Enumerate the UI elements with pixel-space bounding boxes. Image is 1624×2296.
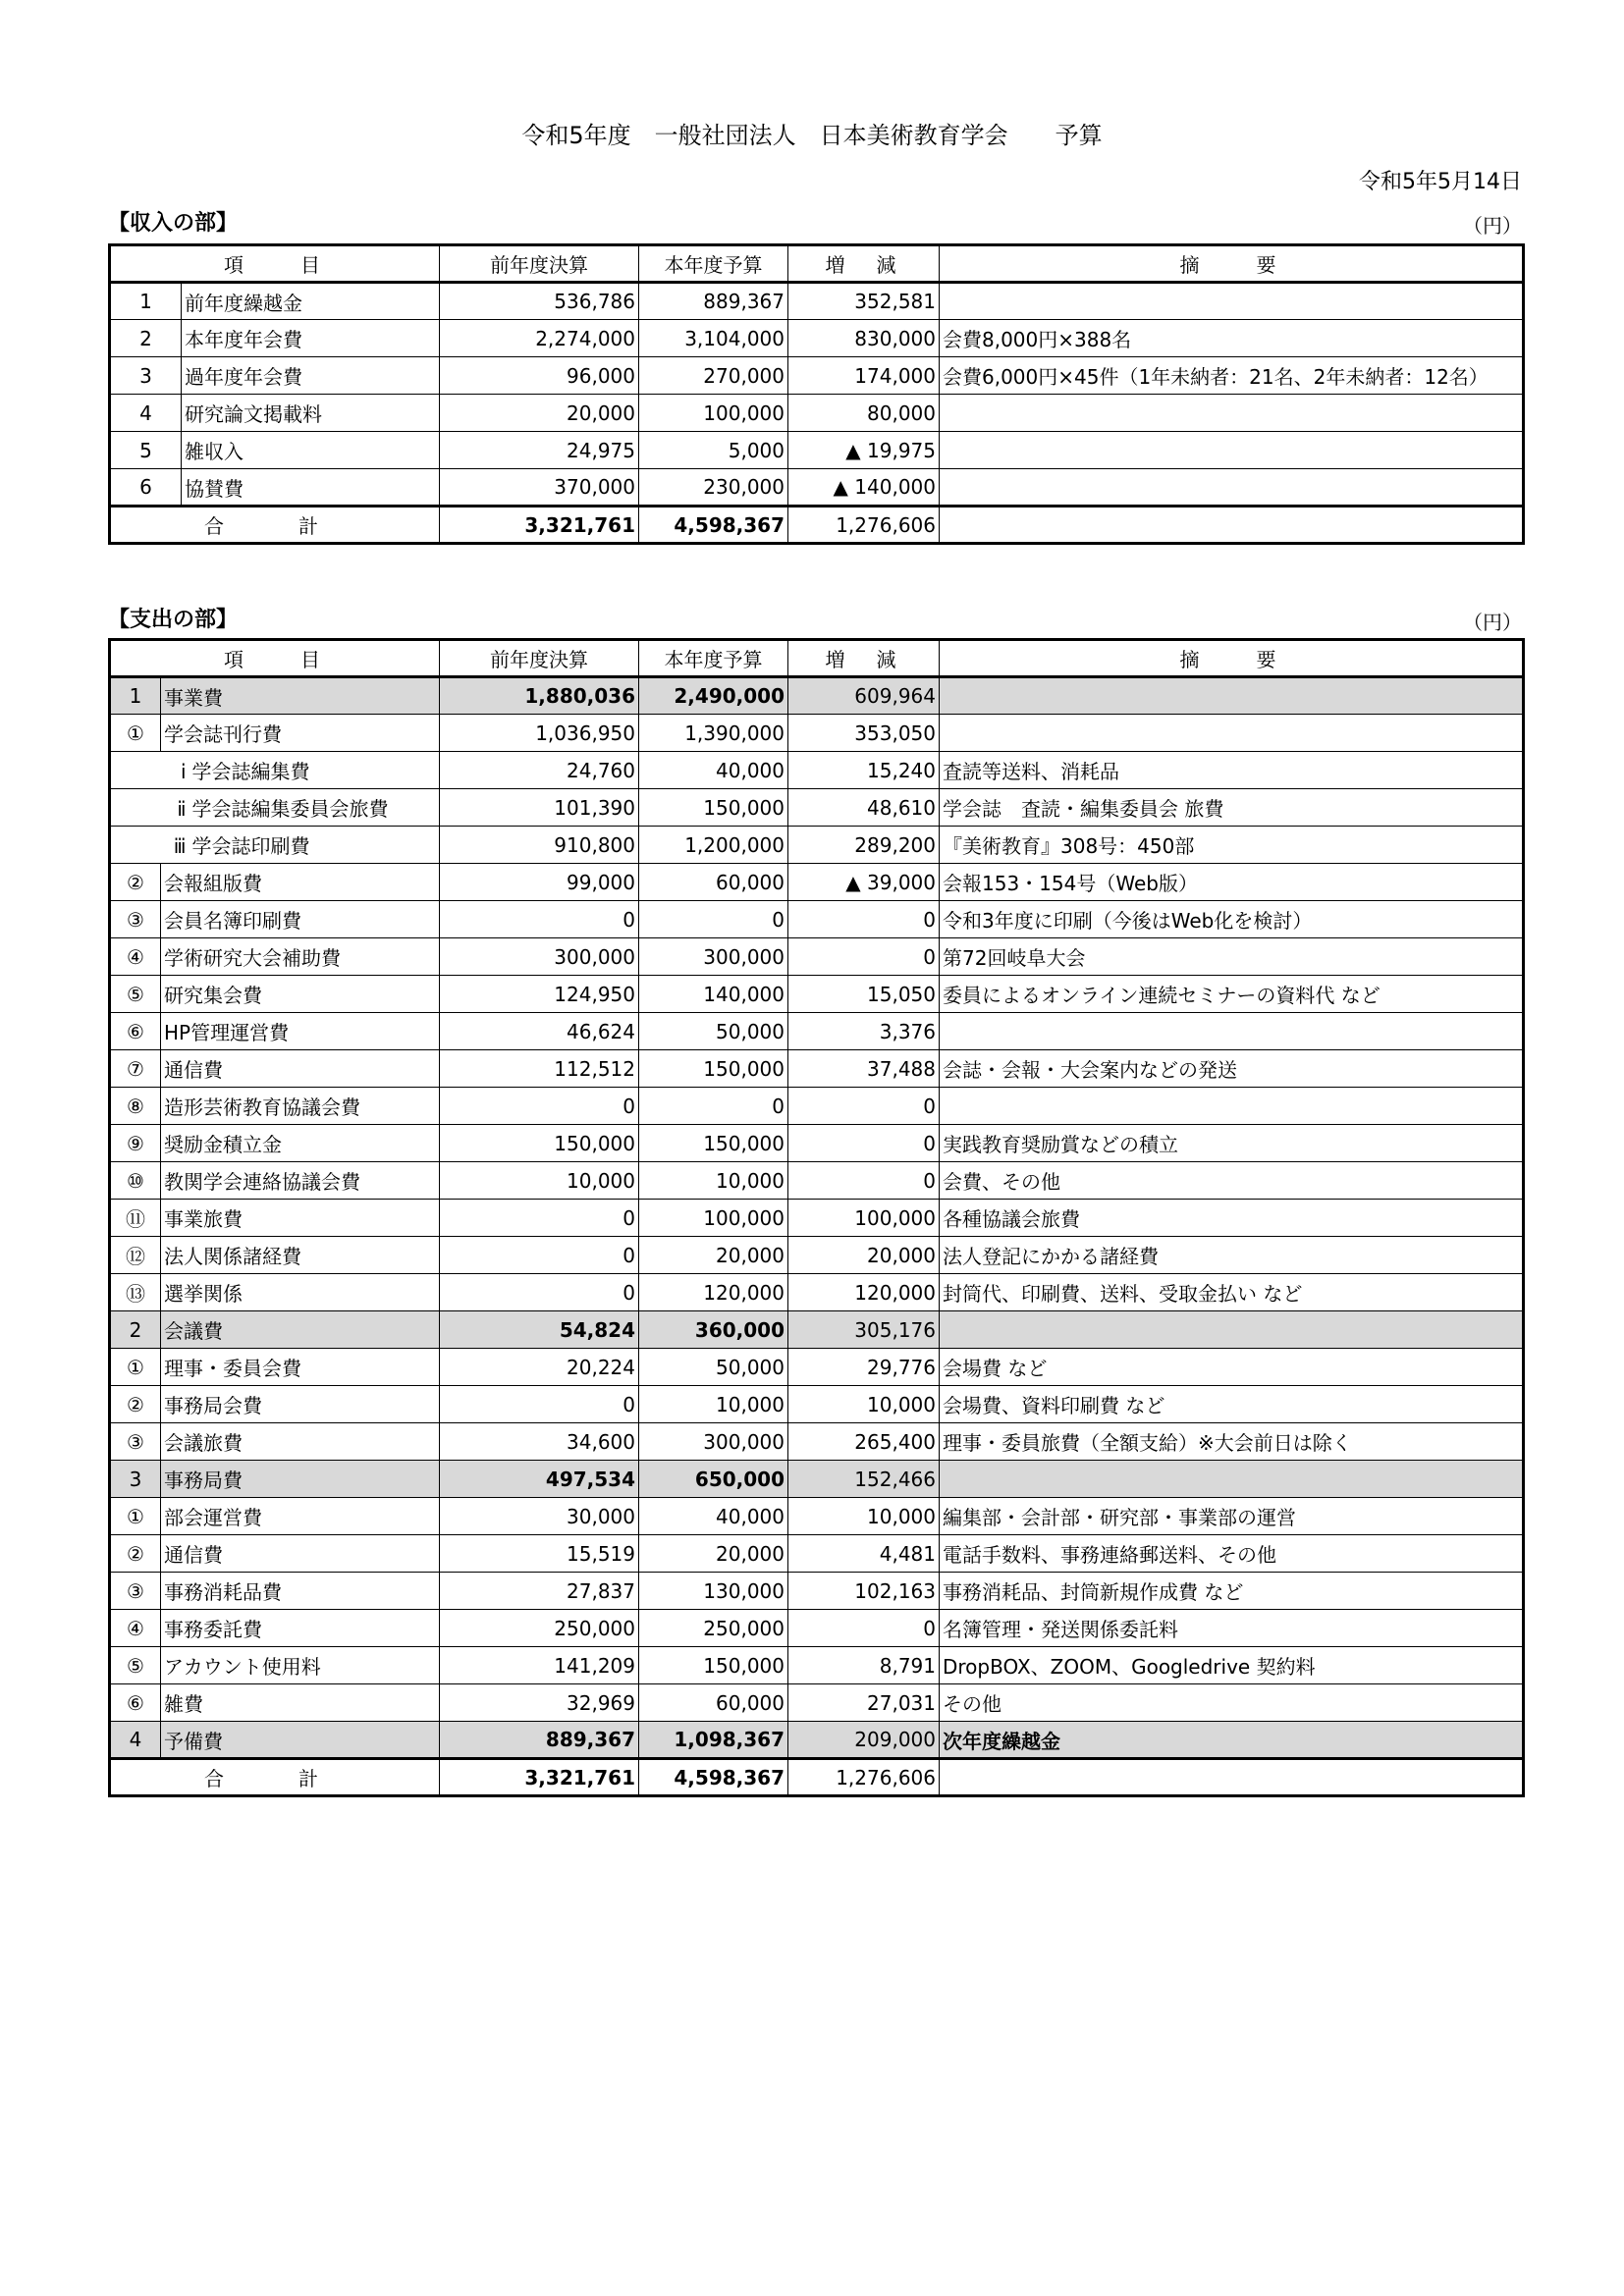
row-prev-amount: 370,000 bbox=[440, 469, 639, 507]
row-item-name: HP管理運営費 bbox=[161, 1013, 440, 1050]
row-number: 4 bbox=[110, 395, 182, 432]
row-number bbox=[110, 827, 161, 864]
row-prev-amount: 2,274,000 bbox=[440, 320, 639, 357]
row-diff-amount: 15,050 bbox=[788, 976, 940, 1013]
row-budget-amount: 1,390,000 bbox=[639, 715, 788, 752]
table-row bbox=[110, 976, 1524, 1013]
row-item-name: 予備費 bbox=[161, 1722, 440, 1759]
table-row bbox=[110, 1311, 1524, 1349]
row-prev-amount: 1,880,036 bbox=[440, 677, 639, 715]
row-prev-amount: 10,000 bbox=[440, 1162, 639, 1200]
row-note: 事務消耗品、封筒新規作成費 など bbox=[940, 1573, 1524, 1610]
row-budget-amount: 10,000 bbox=[639, 1162, 788, 1200]
row-number: ⑤ bbox=[110, 1647, 161, 1684]
row-number: ⑦ bbox=[110, 1050, 161, 1088]
row-diff-amount: 10,000 bbox=[788, 1498, 940, 1535]
row-note: 会場費 など bbox=[940, 1349, 1524, 1386]
row-number: 6 bbox=[110, 469, 182, 507]
row-note: 封筒代、印刷費、送料、受取金払い など bbox=[940, 1274, 1524, 1311]
row-item-name: 奨励金積立金 bbox=[161, 1125, 440, 1162]
row-item-name: 会議旅費 bbox=[161, 1423, 440, 1461]
row-diff-amount: 27,031 bbox=[788, 1684, 940, 1722]
row-number: ⑥ bbox=[110, 1684, 161, 1722]
row-note bbox=[940, 1013, 1524, 1050]
row-diff-amount: 0 bbox=[788, 1088, 940, 1125]
table-row bbox=[110, 1423, 1524, 1461]
row-budget-amount: 150,000 bbox=[639, 1050, 788, 1088]
row-number: ① bbox=[110, 1498, 161, 1535]
table-row bbox=[110, 677, 1524, 715]
sub-item-label: 学会誌編集費 bbox=[191, 760, 310, 783]
row-prev-amount: 54,824 bbox=[440, 1311, 639, 1349]
row-item-name: 事務消耗品費 bbox=[161, 1573, 440, 1610]
expense-total-row bbox=[110, 1759, 1524, 1796]
table-row bbox=[110, 1684, 1524, 1722]
row-number: ③ bbox=[110, 1423, 161, 1461]
table-row bbox=[110, 789, 1524, 827]
row-diff-amount: 0 bbox=[788, 1162, 940, 1200]
total-prev-amount: 3,321,761 bbox=[440, 507, 639, 544]
row-note: 理事・委員旅費（全額支給）※大会前日は除く bbox=[940, 1423, 1524, 1461]
row-item-name bbox=[161, 827, 440, 864]
expense-table bbox=[108, 638, 1525, 1797]
row-number: ⑪ bbox=[110, 1200, 161, 1237]
row-prev-amount: 0 bbox=[440, 1088, 639, 1125]
row-number: ⑤ bbox=[110, 976, 161, 1013]
row-note: 編集部・会計部・研究部・事業部の運営 bbox=[940, 1498, 1524, 1535]
row-number: ② bbox=[110, 864, 161, 901]
row-number: ① bbox=[110, 715, 161, 752]
row-budget-amount: 60,000 bbox=[639, 1684, 788, 1722]
row-prev-amount: 112,512 bbox=[440, 1050, 639, 1088]
row-item-name: 造形芸術教育協議会費 bbox=[161, 1088, 440, 1125]
row-diff-amount: 10,000 bbox=[788, 1386, 940, 1423]
table-row bbox=[110, 827, 1524, 864]
row-budget-amount: 140,000 bbox=[639, 976, 788, 1013]
row-diff-amount: 0 bbox=[788, 938, 940, 976]
row-budget-amount: 889,367 bbox=[639, 283, 788, 320]
table-row bbox=[110, 752, 1524, 789]
row-note: 法人登記にかかる諸経費 bbox=[940, 1237, 1524, 1274]
row-budget-amount: 150,000 bbox=[639, 789, 788, 827]
table-row bbox=[110, 1610, 1524, 1647]
row-diff-amount: 152,466 bbox=[788, 1461, 940, 1498]
row-item-name: 雑収入 bbox=[182, 432, 440, 469]
row-number: 2 bbox=[110, 1311, 161, 1349]
row-item-name: 会議費 bbox=[161, 1311, 440, 1349]
total-label: 合 計 bbox=[110, 507, 440, 544]
row-diff-amount: 120,000 bbox=[788, 1274, 940, 1311]
row-diff-amount: 174,000 bbox=[788, 357, 940, 395]
row-number: 1 bbox=[110, 283, 182, 320]
table-row bbox=[110, 469, 1524, 507]
row-item-name: アカウント使用料 bbox=[161, 1647, 440, 1684]
table-row bbox=[110, 1237, 1524, 1274]
table-row bbox=[110, 1125, 1524, 1162]
row-prev-amount: 0 bbox=[440, 1237, 639, 1274]
row-number: ⑫ bbox=[110, 1237, 161, 1274]
row-item-name: 雑費 bbox=[161, 1684, 440, 1722]
header-budget: 本年度予算 bbox=[639, 640, 788, 677]
row-diff-amount: ▲ 19,975 bbox=[788, 432, 940, 469]
row-diff-amount: 102,163 bbox=[788, 1573, 940, 1610]
sub-item-number: ⅲ bbox=[173, 834, 187, 858]
row-note: 査読等送料、消耗品 bbox=[940, 752, 1524, 789]
income-header-row bbox=[110, 245, 1524, 283]
header-note: 摘 要 bbox=[940, 245, 1524, 283]
row-prev-amount: 99,000 bbox=[440, 864, 639, 901]
row-budget-amount: 150,000 bbox=[639, 1647, 788, 1684]
row-number: ⑬ bbox=[110, 1274, 161, 1311]
row-budget-amount: 2,490,000 bbox=[639, 677, 788, 715]
table-row bbox=[110, 1722, 1524, 1759]
row-diff-amount: 48,610 bbox=[788, 789, 940, 827]
row-item-name: 本年度年会費 bbox=[182, 320, 440, 357]
row-number: ① bbox=[110, 1349, 161, 1386]
row-prev-amount: 889,367 bbox=[440, 1722, 639, 1759]
row-note bbox=[940, 469, 1524, 507]
row-diff-amount: 0 bbox=[788, 1125, 940, 1162]
row-prev-amount: 536,786 bbox=[440, 283, 639, 320]
total-label: 合 計 bbox=[110, 1759, 440, 1796]
row-note: 次年度繰越金 bbox=[940, 1722, 1524, 1759]
row-budget-amount: 250,000 bbox=[639, 1610, 788, 1647]
row-note: 実践教育奨励賞などの積立 bbox=[940, 1125, 1524, 1162]
row-budget-amount: 270,000 bbox=[639, 357, 788, 395]
row-diff-amount: 80,000 bbox=[788, 395, 940, 432]
income-total-row bbox=[110, 507, 1524, 544]
table-row bbox=[110, 320, 1524, 357]
row-prev-amount: 24,975 bbox=[440, 432, 639, 469]
row-prev-amount: 1,036,950 bbox=[440, 715, 639, 752]
row-budget-amount: 300,000 bbox=[639, 1423, 788, 1461]
header-note: 摘 要 bbox=[940, 640, 1524, 677]
row-diff-amount: 20,000 bbox=[788, 1237, 940, 1274]
row-prev-amount: 150,000 bbox=[440, 1125, 639, 1162]
row-item-name: 学会誌刊行費 bbox=[161, 715, 440, 752]
table-row bbox=[110, 1535, 1524, 1573]
header-prev: 前年度決算 bbox=[440, 640, 639, 677]
row-prev-amount: 141,209 bbox=[440, 1647, 639, 1684]
row-item-name: 研究集会費 bbox=[161, 976, 440, 1013]
row-number: 2 bbox=[110, 320, 182, 357]
row-diff-amount: 353,050 bbox=[788, 715, 940, 752]
row-number: 4 bbox=[110, 1722, 161, 1759]
row-budget-amount: 1,098,367 bbox=[639, 1722, 788, 1759]
table-row bbox=[110, 357, 1524, 395]
page-title: 令和5年度 一般社団法人 日本美術教育学会 予算 bbox=[521, 122, 1103, 149]
row-budget-amount: 130,000 bbox=[639, 1573, 788, 1610]
row-item-name: 会員名簿印刷費 bbox=[161, 901, 440, 938]
row-number: 3 bbox=[110, 357, 182, 395]
row-prev-amount: 300,000 bbox=[440, 938, 639, 976]
row-note bbox=[940, 283, 1524, 320]
row-note bbox=[940, 715, 1524, 752]
row-note: 令和3年度に印刷（今後はWeb化を検討） bbox=[940, 901, 1524, 938]
table-row bbox=[110, 715, 1524, 752]
row-note: 会誌・会報・大会案内などの発送 bbox=[940, 1050, 1524, 1088]
row-prev-amount: 910,800 bbox=[440, 827, 639, 864]
table-row bbox=[110, 938, 1524, 976]
row-note: DropBOX、ZOOM、Googledrive 契約料 bbox=[940, 1647, 1524, 1684]
row-item-name: 教関学会連絡協議会費 bbox=[161, 1162, 440, 1200]
row-diff-amount: ▲ 140,000 bbox=[788, 469, 940, 507]
row-item-name: 通信費 bbox=[161, 1535, 440, 1573]
row-diff-amount: 0 bbox=[788, 1610, 940, 1647]
row-number: ⑩ bbox=[110, 1162, 161, 1200]
row-note: 委員によるオンライン連続セミナーの資料代 など bbox=[940, 976, 1524, 1013]
row-diff-amount: 830,000 bbox=[788, 320, 940, 357]
row-diff-amount: 37,488 bbox=[788, 1050, 940, 1088]
row-item-name: 研究論文掲載料 bbox=[182, 395, 440, 432]
row-item-name: 事業費 bbox=[161, 677, 440, 715]
row-number bbox=[110, 789, 161, 827]
income-unit-label: （円） bbox=[1463, 214, 1522, 238]
table-row bbox=[110, 1200, 1524, 1237]
document-date: 令和5年5月14日 bbox=[1359, 170, 1522, 194]
row-budget-amount: 20,000 bbox=[639, 1237, 788, 1274]
row-item-name: 事務委託費 bbox=[161, 1610, 440, 1647]
row-diff-amount: 100,000 bbox=[788, 1200, 940, 1237]
expense-section-label: 【支出の部】 bbox=[108, 608, 239, 632]
row-budget-amount: 3,104,000 bbox=[639, 320, 788, 357]
table-row bbox=[110, 1013, 1524, 1050]
row-budget-amount: 40,000 bbox=[639, 752, 788, 789]
row-note: その他 bbox=[940, 1684, 1524, 1722]
row-budget-amount: 230,000 bbox=[639, 469, 788, 507]
expense-header-row bbox=[110, 640, 1524, 677]
row-number: ② bbox=[110, 1386, 161, 1423]
total-budget-amount: 4,598,367 bbox=[639, 507, 788, 544]
row-item-name: 過年度年会費 bbox=[182, 357, 440, 395]
row-number: ③ bbox=[110, 1573, 161, 1610]
row-budget-amount: 300,000 bbox=[639, 938, 788, 976]
row-budget-amount: 40,000 bbox=[639, 1498, 788, 1535]
row-note bbox=[940, 677, 1524, 715]
row-item-name: 事業旅費 bbox=[161, 1200, 440, 1237]
row-budget-amount: 5,000 bbox=[639, 432, 788, 469]
row-item-name: 法人関係諸経費 bbox=[161, 1237, 440, 1274]
table-row bbox=[110, 1088, 1524, 1125]
row-prev-amount: 30,000 bbox=[440, 1498, 639, 1535]
header-diff: 増 減 bbox=[788, 640, 940, 677]
row-item-name: 事務局費 bbox=[161, 1461, 440, 1498]
row-diff-amount: 3,376 bbox=[788, 1013, 940, 1050]
row-budget-amount: 50,000 bbox=[639, 1349, 788, 1386]
row-note: 名簿管理・発送関係委託料 bbox=[940, 1610, 1524, 1647]
table-row bbox=[110, 1573, 1524, 1610]
row-prev-amount: 0 bbox=[440, 1200, 639, 1237]
table-row bbox=[110, 1349, 1524, 1386]
row-diff-amount: 609,964 bbox=[788, 677, 940, 715]
total-budget-amount: 4,598,367 bbox=[639, 1759, 788, 1796]
row-number: ⑨ bbox=[110, 1125, 161, 1162]
row-number: 1 bbox=[110, 677, 161, 715]
row-prev-amount: 46,624 bbox=[440, 1013, 639, 1050]
row-note bbox=[940, 1461, 1524, 1498]
row-item-name: 前年度繰越金 bbox=[182, 283, 440, 320]
row-number: ④ bbox=[110, 938, 161, 976]
row-diff-amount: 0 bbox=[788, 901, 940, 938]
row-diff-amount: 265,400 bbox=[788, 1423, 940, 1461]
table-row bbox=[110, 1050, 1524, 1088]
row-diff-amount: 8,791 bbox=[788, 1647, 940, 1684]
row-diff-amount: ▲ 39,000 bbox=[788, 864, 940, 901]
row-budget-amount: 100,000 bbox=[639, 1200, 788, 1237]
row-budget-amount: 150,000 bbox=[639, 1125, 788, 1162]
row-prev-amount: 101,390 bbox=[440, 789, 639, 827]
row-budget-amount: 20,000 bbox=[639, 1535, 788, 1573]
row-budget-amount: 100,000 bbox=[639, 395, 788, 432]
row-prev-amount: 0 bbox=[440, 1274, 639, 1311]
table-row bbox=[110, 432, 1524, 469]
row-note bbox=[940, 1311, 1524, 1349]
row-note: 会費8,000円×388名 bbox=[940, 320, 1524, 357]
table-row bbox=[110, 1647, 1524, 1684]
row-note bbox=[940, 395, 1524, 432]
row-item-name bbox=[161, 752, 440, 789]
row-budget-amount: 1,200,000 bbox=[639, 827, 788, 864]
row-item-name: 部会運営費 bbox=[161, 1498, 440, 1535]
row-diff-amount: 4,481 bbox=[788, 1535, 940, 1573]
row-note: 会費、その他 bbox=[940, 1162, 1524, 1200]
row-budget-amount: 650,000 bbox=[639, 1461, 788, 1498]
row-prev-amount: 250,000 bbox=[440, 1610, 639, 1647]
row-note: 『美術教育』308号：450部 bbox=[940, 827, 1524, 864]
total-note bbox=[940, 1759, 1524, 1796]
row-item-name: 事務局会費 bbox=[161, 1386, 440, 1423]
header-diff: 増 減 bbox=[788, 245, 940, 283]
row-number bbox=[110, 752, 161, 789]
row-note: 電話手数料、事務連絡郵送料、その他 bbox=[940, 1535, 1524, 1573]
row-prev-amount: 27,837 bbox=[440, 1573, 639, 1610]
sub-item-number: ⅱ bbox=[177, 797, 187, 821]
row-budget-amount: 60,000 bbox=[639, 864, 788, 901]
row-number: 3 bbox=[110, 1461, 161, 1498]
row-prev-amount: 24,760 bbox=[440, 752, 639, 789]
row-prev-amount: 20,224 bbox=[440, 1349, 639, 1386]
row-item-name: 学術研究大会補助費 bbox=[161, 938, 440, 976]
table-row bbox=[110, 901, 1524, 938]
row-item-name: 協賛費 bbox=[182, 469, 440, 507]
income-section-label: 【収入の部】 bbox=[108, 211, 239, 236]
row-prev-amount: 20,000 bbox=[440, 395, 639, 432]
row-item-name: 理事・委員会費 bbox=[161, 1349, 440, 1386]
sub-item-label: 学会誌印刷費 bbox=[191, 834, 310, 858]
row-budget-amount: 360,000 bbox=[639, 1311, 788, 1349]
row-note: 会報153・154号（Web版） bbox=[940, 864, 1524, 901]
row-item-name: 会報組版費 bbox=[161, 864, 440, 901]
row-number: ⑥ bbox=[110, 1013, 161, 1050]
row-number: ④ bbox=[110, 1610, 161, 1647]
row-diff-amount: 209,000 bbox=[788, 1722, 940, 1759]
row-note: 学会誌 査読・編集委員会 旅費 bbox=[940, 789, 1524, 827]
header-budget: 本年度予算 bbox=[639, 245, 788, 283]
row-note: 会場費、資料印刷費 など bbox=[940, 1386, 1524, 1423]
table-row bbox=[110, 1386, 1524, 1423]
row-note: 各種協議会旅費 bbox=[940, 1200, 1524, 1237]
row-note: 第72回岐阜大会 bbox=[940, 938, 1524, 976]
table-row bbox=[110, 1162, 1524, 1200]
row-prev-amount: 0 bbox=[440, 1386, 639, 1423]
row-diff-amount: 305,176 bbox=[788, 1311, 940, 1349]
table-row bbox=[110, 395, 1524, 432]
row-prev-amount: 32,969 bbox=[440, 1684, 639, 1722]
row-item-name: 通信費 bbox=[161, 1050, 440, 1088]
row-prev-amount: 15,519 bbox=[440, 1535, 639, 1573]
sub-item-number: ⅰ bbox=[180, 760, 187, 783]
header-prev: 前年度決算 bbox=[440, 245, 639, 283]
total-prev-amount: 3,321,761 bbox=[440, 1759, 639, 1796]
row-note: 会費6,000円×45件（1年未納者：21名、2年未納者：12名） bbox=[940, 357, 1524, 395]
table-row bbox=[110, 1274, 1524, 1311]
row-note bbox=[940, 432, 1524, 469]
table-row bbox=[110, 1461, 1524, 1498]
table-row bbox=[110, 1498, 1524, 1535]
total-diff-amount: 1,276,606 bbox=[788, 507, 940, 544]
expense-unit-label: （円） bbox=[1463, 611, 1522, 634]
row-diff-amount: 29,776 bbox=[788, 1349, 940, 1386]
row-item-name bbox=[161, 789, 440, 827]
row-budget-amount: 0 bbox=[639, 1088, 788, 1125]
row-number: ② bbox=[110, 1535, 161, 1573]
row-budget-amount: 50,000 bbox=[639, 1013, 788, 1050]
row-budget-amount: 120,000 bbox=[639, 1274, 788, 1311]
income-table bbox=[108, 243, 1525, 545]
total-diff-amount: 1,276,606 bbox=[788, 1759, 940, 1796]
row-prev-amount: 34,600 bbox=[440, 1423, 639, 1461]
header-item: 項 目 bbox=[110, 640, 440, 677]
row-prev-amount: 0 bbox=[440, 901, 639, 938]
row-diff-amount: 15,240 bbox=[788, 752, 940, 789]
row-number: 5 bbox=[110, 432, 182, 469]
row-diff-amount: 289,200 bbox=[788, 827, 940, 864]
row-prev-amount: 497,534 bbox=[440, 1461, 639, 1498]
sub-item-label: 学会誌編集委員会旅費 bbox=[191, 797, 389, 821]
table-row bbox=[110, 864, 1524, 901]
row-number: ③ bbox=[110, 901, 161, 938]
total-note bbox=[940, 507, 1524, 544]
row-prev-amount: 124,950 bbox=[440, 976, 639, 1013]
row-budget-amount: 10,000 bbox=[639, 1386, 788, 1423]
table-row bbox=[110, 283, 1524, 320]
row-item-name: 選挙関係 bbox=[161, 1274, 440, 1311]
row-number: ⑧ bbox=[110, 1088, 161, 1125]
header-item: 項 目 bbox=[110, 245, 440, 283]
row-diff-amount: 352,581 bbox=[788, 283, 940, 320]
row-budget-amount: 0 bbox=[639, 901, 788, 938]
row-note bbox=[940, 1088, 1524, 1125]
row-prev-amount: 96,000 bbox=[440, 357, 639, 395]
